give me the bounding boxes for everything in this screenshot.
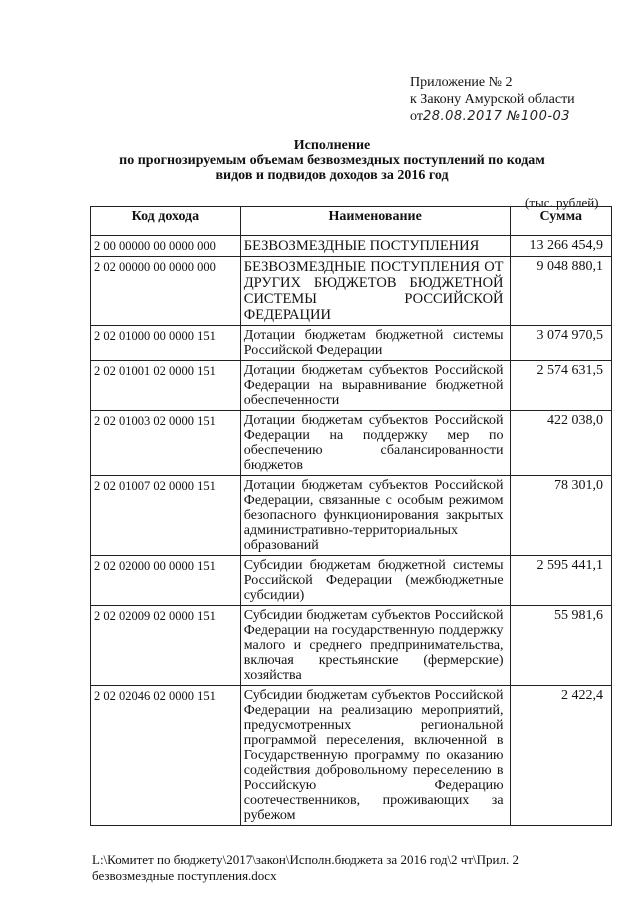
row-sum: 55 981,6 [510,606,611,686]
appendix-number: Приложение № 2 [410,75,513,90]
title-line-1: Исполнение [293,138,371,153]
row-code: 2 02 01000 00 0000 151 [91,326,241,361]
table-header-row [91,207,612,236]
row-name: Дотации бюджетам субъектов Российской Федерации на выравнивание бюджетной обеспеченности [240,361,510,411]
row-code: 2 02 02046 02 0000 151 [91,686,241,826]
row-code: 2 02 01001 02 0000 151 [91,361,241,411]
row-name: Дотации бюджетам субъектов Российской Федерации на поддержку мер по обеспечению сбалансированности бюджетов [240,411,510,476]
row-code: 2 02 01007 02 0000 151 [91,476,241,556]
row-sum: 78 301,0 [510,476,611,556]
row-code: 2 00 00000 00 0000 000 [91,236,241,257]
footer-path-line-2: безвозмездные поступления.docx [92,868,277,883]
table-row [91,257,612,326]
row-sum: 2 422,4 [510,686,611,826]
table-row [91,686,612,826]
row-sum: 9 048 880,1 [510,257,611,326]
row-sum: 13 266 454,9 [510,236,611,257]
revenue-table [90,206,612,826]
handwritten-date-number: 28.08.2017 №100-03 [422,109,571,124]
row-code: 2 02 02000 00 0000 151 [91,556,241,606]
table-row [91,476,612,556]
table-row [91,556,612,606]
row-sum: 2 595 441,1 [510,556,611,606]
appendix-block [410,74,575,125]
row-name: Субсидии бюджетам субъектов Российской Федерации на государственную поддержку малого и среднего предпринимательства, включая крестьянские (фермерские) хозяйства [240,606,510,686]
table-row [91,236,612,257]
title-line-2: по прогнозируемым объемам безвозмездных поступлений по кодам [119,153,545,168]
file-path-footer [92,852,519,884]
row-name: Дотации бюджетам субъектов Российской Федерации, связанные с особым режимом безопасного функционирования закрытых административно-территориальных образований [240,476,510,556]
units-label: (тыс. рублей) [525,195,599,210]
appendix-from: от [410,109,423,124]
row-sum: 2 574 631,5 [510,361,611,411]
row-name: Дотации бюджетам бюджетной системы Российской Федерации [240,326,510,361]
header-name: Наименование [240,207,510,236]
footer-path-line-1: L:\Комитет по бюджету\2017\закон\Исполн.бюджета за 2016 год\2 чт\Прил. 2 [92,852,519,867]
row-name: БЕЗВОЗМЕЗДНЫЕ ПОСТУПЛЕНИЯ [240,236,510,257]
table-row [91,606,612,686]
row-code: 2 02 00000 00 0000 000 [91,257,241,326]
row-name: БЕЗВОЗМЕЗДНЫЕ ПОСТУПЛЕНИЯ ОТ ДРУГИХ БЮДЖЕТОВ БЮДЖЕТНОЙ СИСТЕМЫ РОССИЙСКОЙ ФЕДЕРАЦИИ [240,257,510,326]
row-sum: 3 074 970,5 [510,326,611,361]
header-sum: Сумма [510,207,611,236]
table-row [91,361,612,411]
title-line-3: видов и подвидов доходов за 2016 год [215,168,449,183]
row-name: Субсидии бюджетам субъектов Российской Федерации на реализацию мероприятий, предусмотренных региональной программой переселения, включенной в Государственную программу по оказанию содействия добровольному переселению в Российскую Федерацию соотечественников, проживающих за рубежом [240,686,510,826]
appendix-date-line [410,108,575,125]
row-name: Субсидии бюджетам бюджетной системы Российской Федерации (межбюджетные субсидии) [240,556,510,606]
row-sum: 422 038,0 [510,411,611,476]
row-code: 2 02 01003 02 0000 151 [91,411,241,476]
header-code: Код дохода [91,207,241,236]
table-row [91,411,612,476]
appendix-law: к Закону Амурской области [410,92,575,107]
document-title [92,138,572,183]
table-row [91,326,612,361]
row-code: 2 02 02009 02 0000 151 [91,606,241,686]
